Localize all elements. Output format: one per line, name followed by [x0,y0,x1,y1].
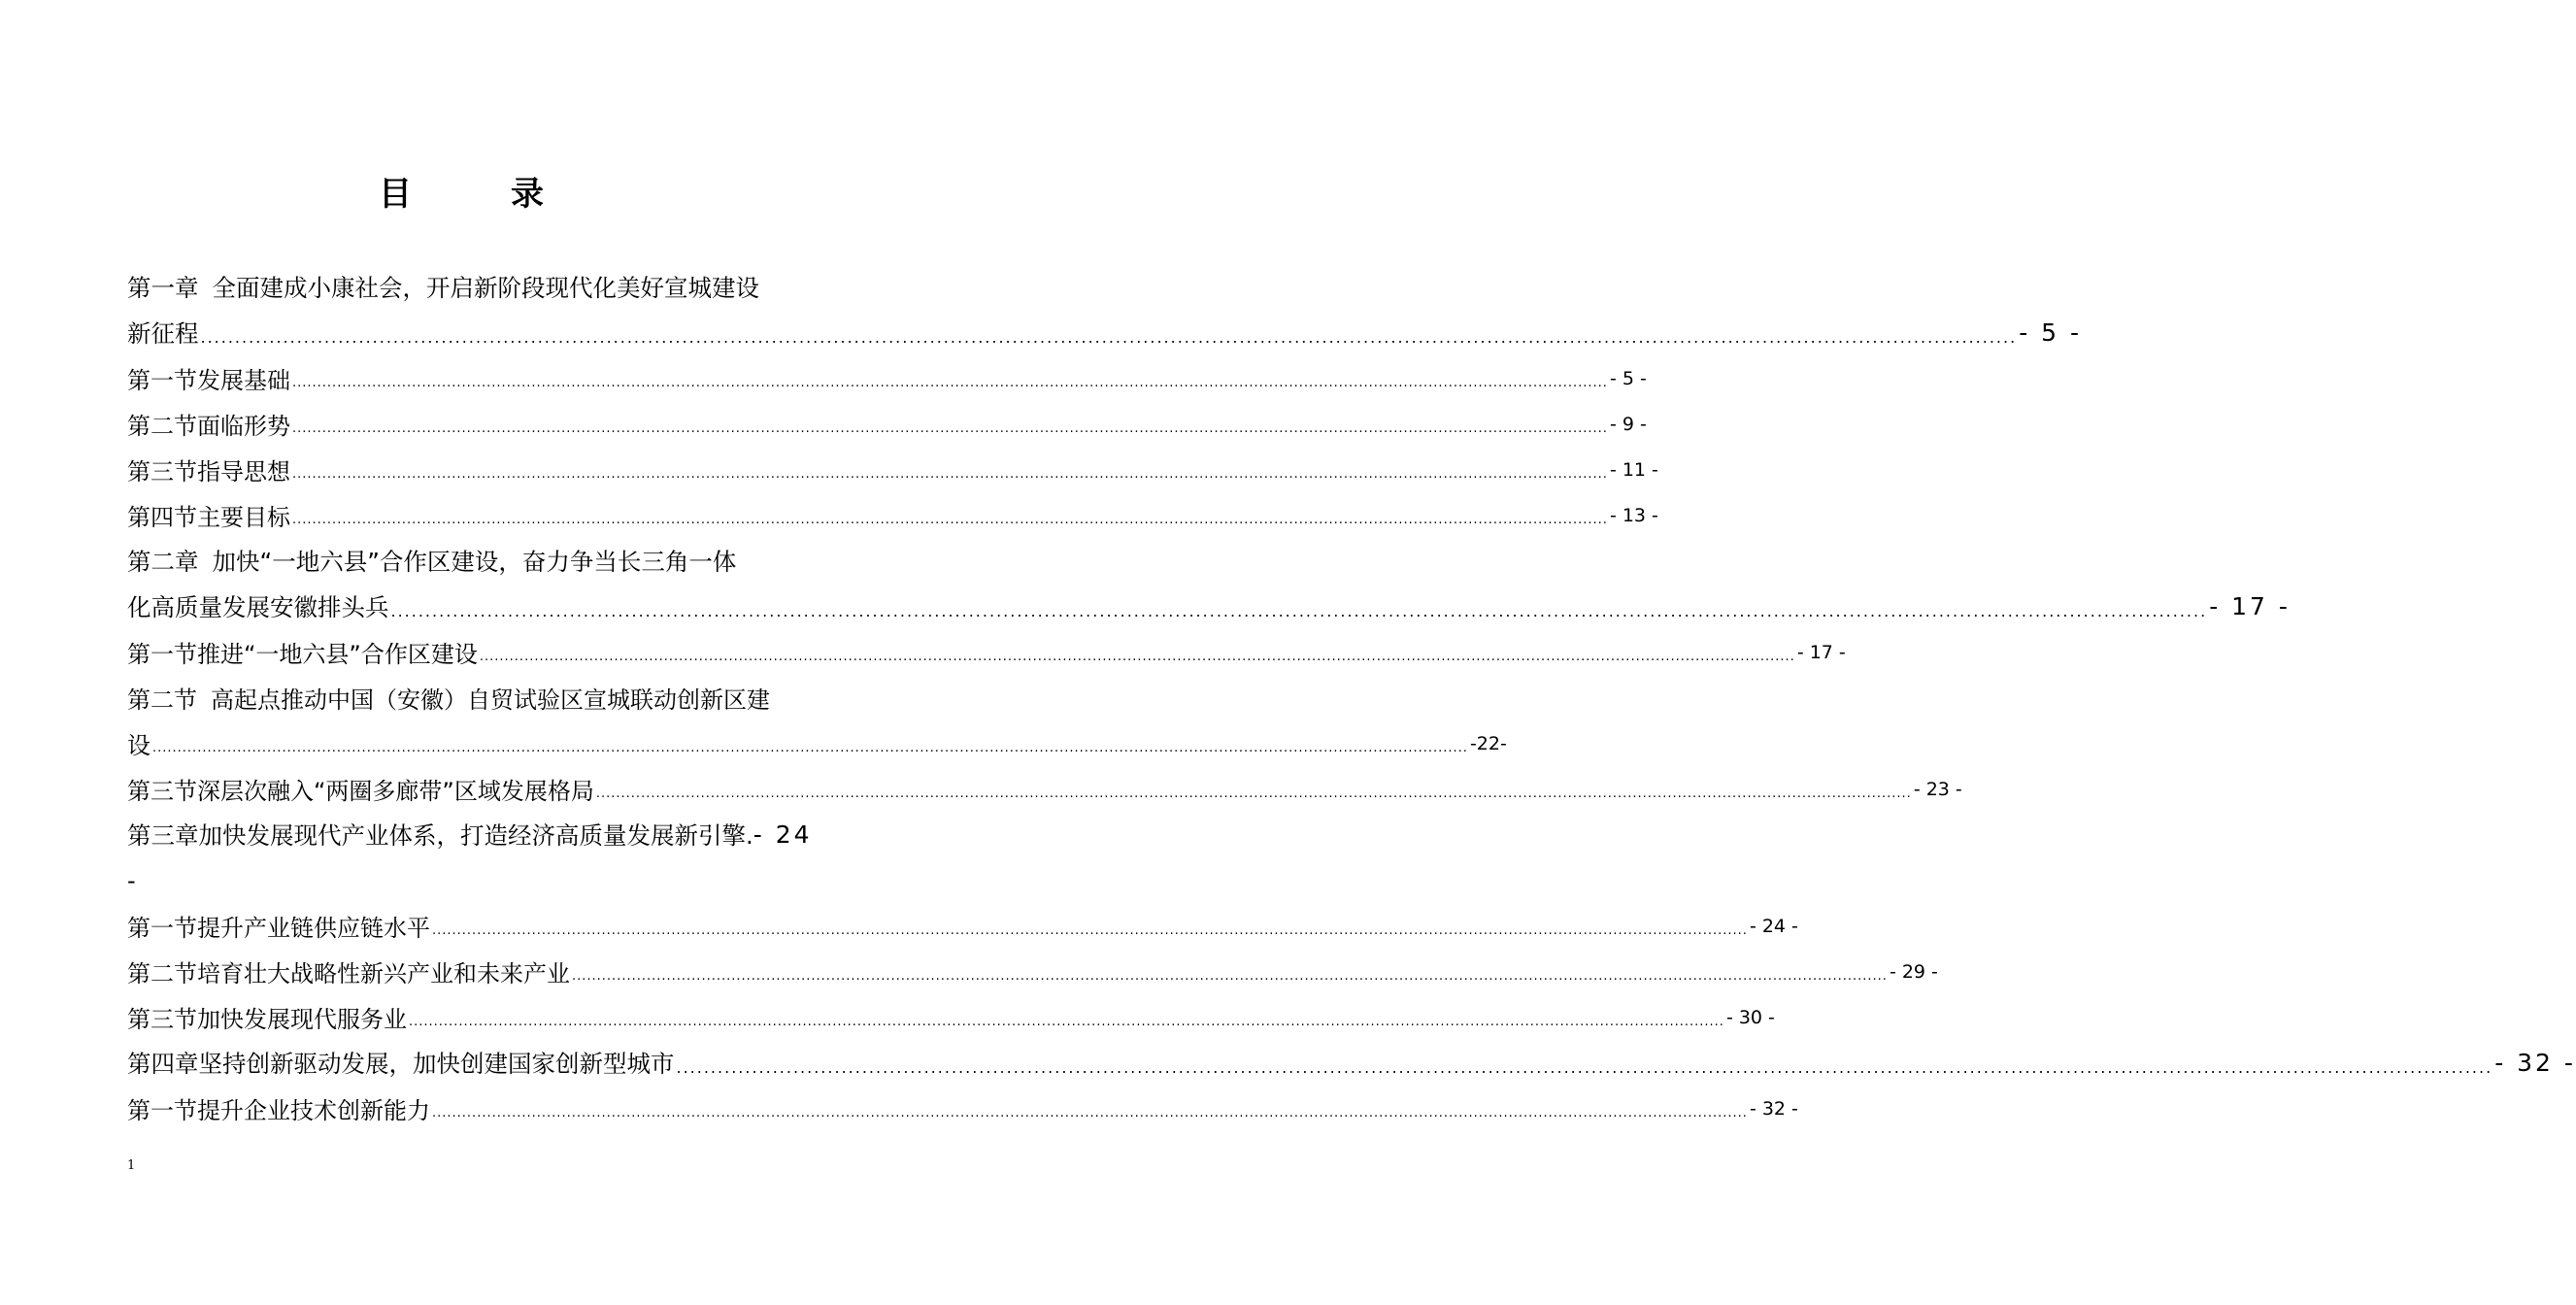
toc-label: 第三章 [127,821,199,850]
toc-page: - 13 - [1609,504,1658,526]
dot-leader [409,1016,1724,1040]
toc-entry-chapter-1[interactable] [127,264,796,310]
toc-text: 加快发展现代服务业 [197,1006,407,1033]
dot-leader [480,651,1795,675]
toc-page: - 24 - [1749,915,1798,937]
toc-page: - 17 - [2209,592,2291,620]
toc-text: 加快“一地六县”合作区建设，奋力争当长三角一体 [212,548,737,576]
dot-leader [292,377,1608,401]
toc-text: 坚持创新驱动发展，加快创建国家创新型城市 [198,1050,675,1078]
toc-text: 提升企业技术创新能力 [197,1097,430,1124]
toc-entry-section[interactable] [127,994,1775,1040]
toc-text: 化高质量发展安徽排头兵 [127,593,389,621]
dot-leader [677,1061,2493,1086]
dot-leader [432,924,1748,949]
dot-leader [432,1107,1748,1131]
toc-page: - 9 - [1609,413,1647,435]
toc-page: - 32 - [1749,1097,1798,1120]
dot-leader [292,514,1608,538]
toc-label: 第三节 [127,1006,197,1033]
toc-entry-chapter-3[interactable] [127,812,813,857]
toc-entry-section[interactable] [127,1086,1798,1131]
toc-page: - 23 - [1913,778,1962,800]
dot-leader [572,970,1888,994]
toc-label: 第二节 [127,960,197,987]
toc-page: - 5 - [2019,318,2083,347]
toc-entry-section[interactable] [127,949,1938,994]
toc-entry-section-cont[interactable] [127,720,1507,766]
toc-label: 第一章 [127,274,199,302]
toc-text: 发展基础 [197,367,290,394]
toc-entry-section[interactable] [127,492,1658,538]
toc-text: 加快发展现代产业体系，打造经济高质量发展新引擎. [198,821,753,850]
dot-leader [152,742,1468,766]
toc-entry-section[interactable] [127,903,1798,949]
toc-text: 面临形势 [197,413,290,440]
toc-text: - [127,866,136,894]
toc-text: 新征程 [127,319,199,348]
toc-label: 第四章 [127,1050,199,1078]
toc-title: 目 录 [379,175,577,214]
toc-page: - 29 - [1889,960,1938,983]
toc-page: - 11 - [1609,458,1658,481]
dot-leader [596,787,1912,812]
toc-label: 第一节 [127,641,197,668]
toc-label: 第二节 [127,686,197,714]
toc-label: 第三节 [127,778,197,805]
toc-text: 高起点推动中国（安徽）自贸试验区宣城联动创新区建 [211,686,770,714]
toc-entry-chapter-2[interactable] [127,538,796,584]
toc-label: 第一节 [127,1097,197,1124]
toc-entry-chapter-1-cont[interactable] [127,310,2083,355]
toc-entry-chapter-3-cont[interactable] [127,857,796,903]
toc-page: - 17 - [1796,641,1846,663]
toc-entry-chapter-4[interactable] [127,1040,2576,1086]
toc-text: 提升产业链供应链水平 [197,915,430,942]
page-number: 1 [127,1158,136,1173]
toc-entry-section[interactable] [127,401,1647,447]
toc-entry-section[interactable] [127,766,1962,812]
toc-label: 第一节 [127,367,197,394]
toc-text: 主要目标 [197,504,290,531]
toc-label: 第二章 [127,548,199,576]
toc-page: -22- [1469,732,1507,754]
toc-text: 深层次融入“两圈多廊带”区域发展格局 [197,778,594,805]
toc-page: - 24 [753,820,813,849]
toc-label: 第一节 [127,915,197,942]
dot-leader [292,468,1608,492]
toc-text: 指导思想 [197,458,290,485]
toc-text: 推进“一地六县”合作区建设 [197,641,478,668]
toc-text: 设 [127,732,151,759]
toc-entry-section[interactable] [127,629,1846,675]
toc-page: - 5 - [1609,367,1647,389]
toc-text: 培育壮大战略性新兴产业和未来产业 [197,960,570,987]
dot-leader [201,331,2018,355]
toc-page: - 32 - [2494,1049,2576,1077]
toc-label: 第三节 [127,458,197,485]
toc-label: 第二节 [127,413,197,440]
toc-entry-section[interactable] [127,447,1658,492]
toc-page: - 30 - [1725,1006,1775,1028]
dot-leader [391,605,2208,629]
toc-entry-section[interactable] [127,675,796,720]
toc-entry-chapter-2-cont[interactable] [127,584,2291,629]
dot-leader [292,422,1608,447]
table-of-contents [127,264,2576,1131]
toc-label: 第四节 [127,504,197,531]
toc-entry-section[interactable] [127,355,1647,401]
toc-text: 全面建成小康社会，开启新阶段现代化美好宣城建设 [212,274,759,302]
